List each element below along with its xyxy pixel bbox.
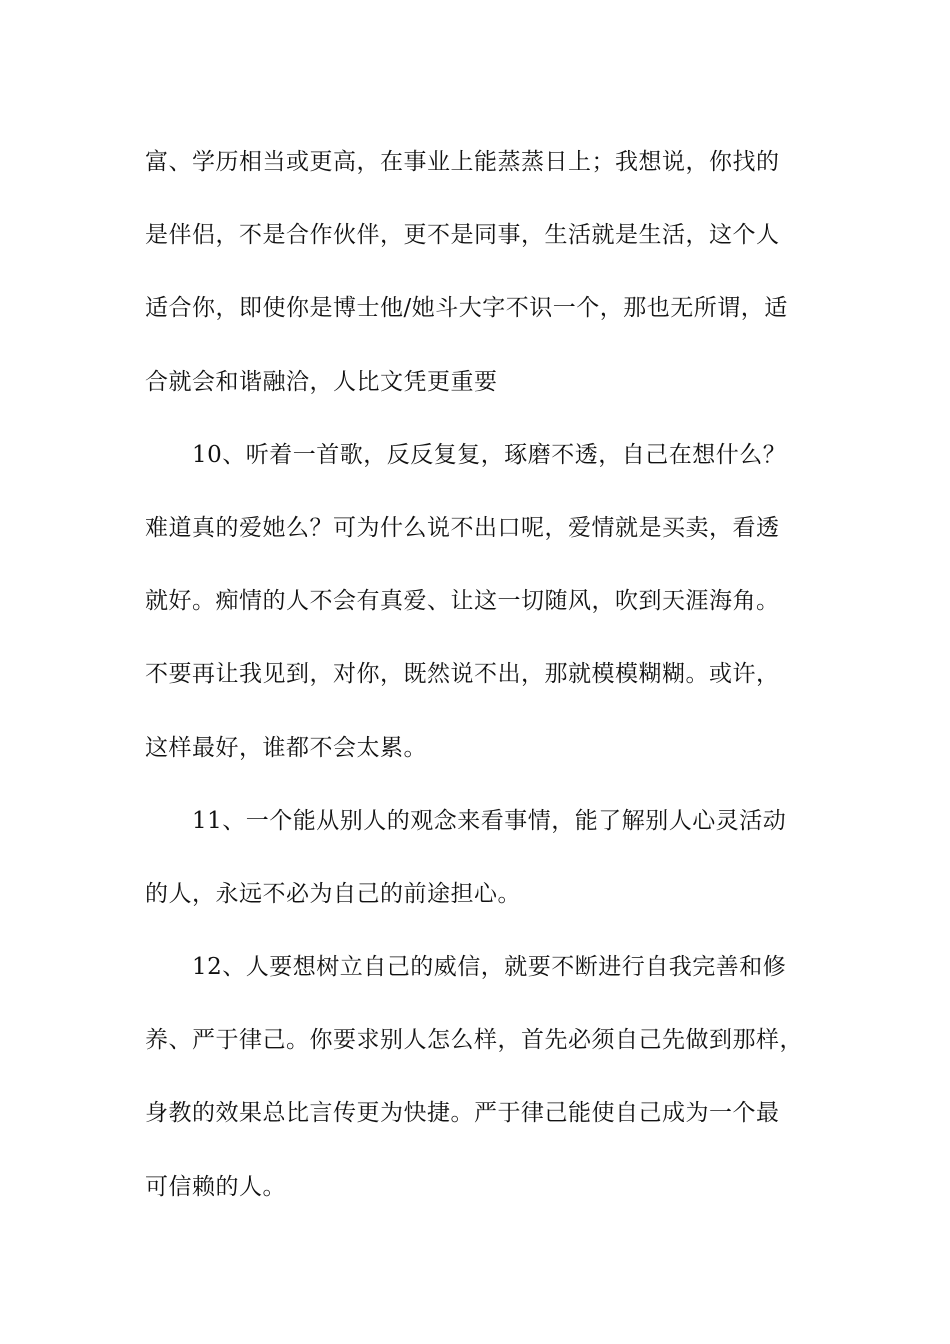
text-line: 身教的效果总比言传更为快捷。严于律己能使自己成为一个最 <box>145 1100 780 1127</box>
text-line: 适合你，即使你是博士他/她斗大字不识一个，那也无所谓，适 <box>145 295 788 322</box>
paragraph-continued <box>145 126 815 419</box>
text-line: 富、学历相当或更高，在事业上能蒸蒸日上；我想说，你找的 <box>145 149 780 175</box>
text-line: 可信赖的人。 <box>145 1173 286 1200</box>
body-text <box>145 126 815 1224</box>
text-line: 的人，永远不必为自己的前途担心。 <box>145 880 521 907</box>
text-line: 10、听着一首歌，反反复复，琢磨不透，自己在想什么？ <box>192 441 787 468</box>
text-line: 养、严于律己。你要求别人怎么样，首先必须自己先做到那样， <box>145 1027 803 1054</box>
text-line: 就好。痴情的人不会有真爱、让这一切随风，吹到天涯海角。 <box>145 588 780 615</box>
text-line: 11、一个能从别人的观念来看事情，能了解别人心灵活动 <box>192 807 787 834</box>
paragraph-10 <box>145 419 815 785</box>
text-line: 12、人要想树立自己的威信，就要不断进行自我完善和修 <box>192 954 787 981</box>
paragraph-12 <box>145 931 815 1224</box>
text-line: 难道真的爱她么？可为什么说不出口呢，爱情就是买卖，看透 <box>145 514 780 541</box>
text-line: 不要再让我见到，对你，既然说不出，那就模模糊糊。或许， <box>145 661 780 688</box>
paragraph-11 <box>145 785 815 931</box>
text-line: 合就会和谐融洽，人比文凭更重要 <box>145 368 498 395</box>
text-line: 是伴侣，不是合作伙伴，更不是同事，生活就是生活，这个人 <box>145 222 780 249</box>
text-line: 这样最好，谁都不会太累。 <box>145 734 427 761</box>
